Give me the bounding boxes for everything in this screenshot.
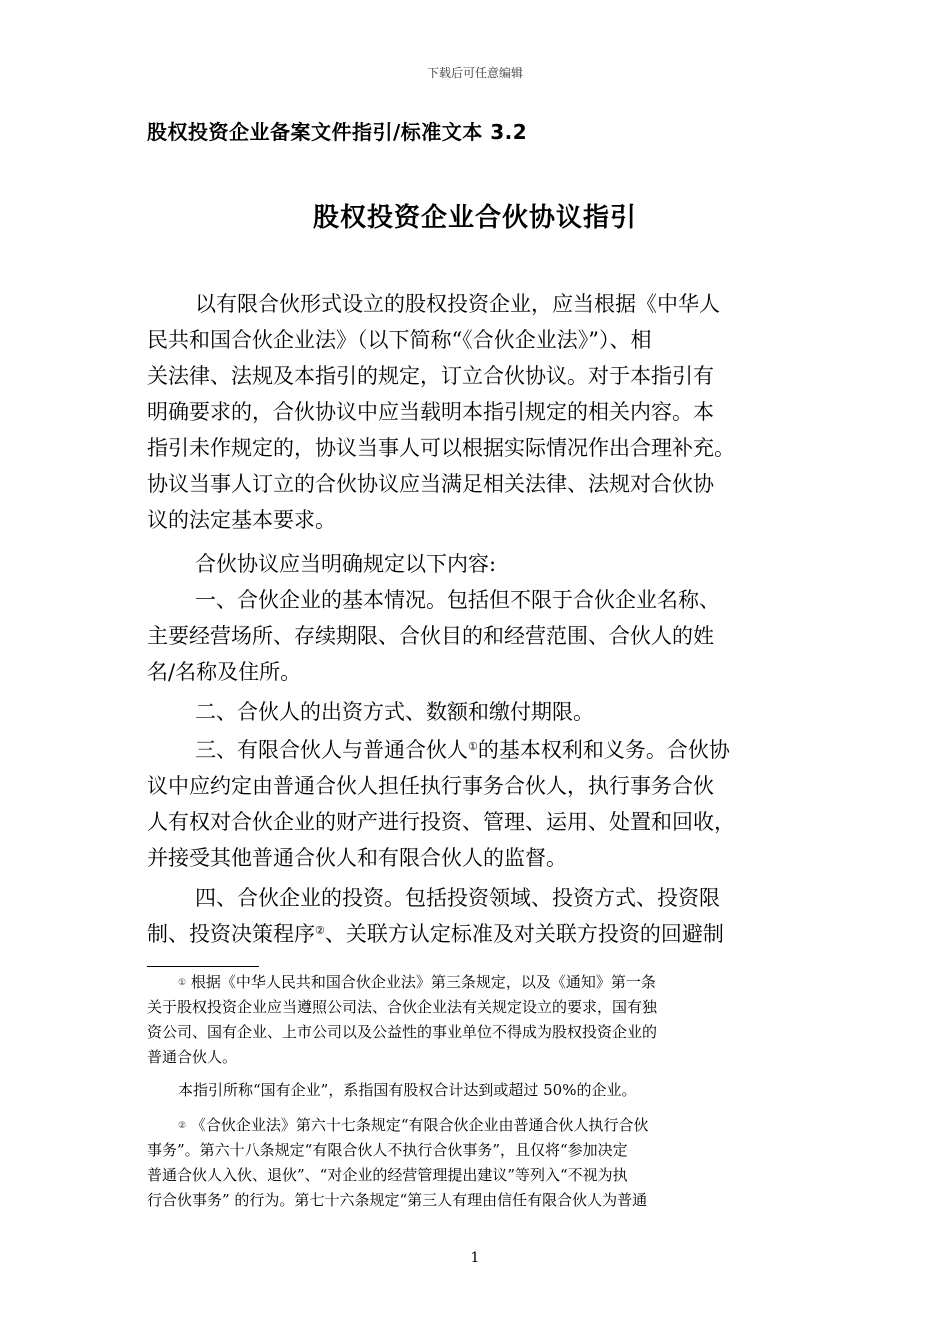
footnote-mark-1: ① <box>178 978 187 988</box>
footnote-separator <box>147 966 259 967</box>
footnote-mark-2: ② <box>178 1121 187 1131</box>
footnote-line <box>178 970 656 994</box>
document-title: 股权投资企业合伙协议指引 <box>312 203 637 233</box>
paragraph-line: 四、合伙企业的投资。包括投资领域、投资方式、投资限 <box>195 886 720 910</box>
footnote-line: 行合伙事务” 的行为。第七十六条规定“第三人有理由信任有限合伙人为普通 <box>147 1191 648 1209</box>
line-text: 、关联方认定标准及对关联方投资的回避制 <box>324 922 724 946</box>
paragraph-line: 并接受其他普通合伙人和有限合伙人的监督。 <box>147 846 567 870</box>
footnote-line: 本指引所称“国有企业”，系指国有股权合计达到或超过 50%的企业。 <box>178 1081 637 1099</box>
footnote-text: 《合伙企业法》第六十七条规定“有限合伙企业由普通合伙人执行合伙 <box>190 1116 649 1134</box>
paragraph-line: 名/名称及住所。 <box>147 660 302 684</box>
footnote-line: 关于股权投资企业应当遵照公司法、合伙企业法有关规定设立的要求，国有独 <box>147 998 658 1016</box>
line-text: 三、有限合伙人与普通合伙人 <box>195 738 468 762</box>
page-header: 下载后可任意编辑 <box>426 66 523 80</box>
footnote-text: 根据《中华人民共和国合伙企业法》第三条规定，以及《通知》第一条 <box>190 973 656 991</box>
footnote-line: 普通合伙人。 <box>147 1048 238 1066</box>
paragraph-line: 二、合伙人的出资方式、数额和缴付期限。 <box>195 700 594 724</box>
footnote-ref-2[interactable]: ② <box>315 924 325 937</box>
footnote-ref-1[interactable]: ① <box>468 740 478 753</box>
guide-title: 股权投资企业备案文件指引/标准文本 3.2 <box>147 120 528 144</box>
paragraph-line: 协议当事人订立的合伙协议应当满足相关法律、法规对合伙协 <box>147 472 714 496</box>
paragraph-line: 一、合伙企业的基本情况。包括但不限于合伙企业名称、 <box>195 588 720 612</box>
paragraph-line: 指引未作规定的，协议当事人可以根据实际情况作出合理补充。 <box>147 436 735 460</box>
paragraph-line: 以有限合伙形式设立的股权投资企业，应当根据《中华人 <box>195 292 720 316</box>
line-text: 制、投资决策程序 <box>147 922 315 946</box>
paragraph-line: 民共和国合伙企业法》（以下简称“《合伙企业法》”）、相 <box>147 328 652 352</box>
paragraph-line: 议中应约定由普通合伙人担任执行事务合伙人，执行事务合伙 <box>147 774 714 798</box>
paragraph-line: 明确要求的，合伙协议中应当载明本指引规定的相关内容。本 <box>147 400 714 424</box>
line-text: 的基本权利和义务。合伙协 <box>477 738 730 762</box>
paragraph-line: 关法律、法规及本指引的规定，订立合伙协议。对于本指引有 <box>147 364 714 388</box>
paragraph-line <box>195 733 730 767</box>
paragraph-line: 主要经营场所、存续期限、合伙目的和经营范围、合伙人的姓 <box>147 624 714 648</box>
page-number: 1 <box>470 1250 480 1266</box>
footnote-line: 资公司、国有企业、上市公司以及公益性的事业单位不得成为股权投资企业的 <box>147 1023 658 1041</box>
paragraph-line: 人有权对合伙企业的财产进行投资、管理、运用、处置和回收， <box>147 810 735 834</box>
paragraph-line: 合伙协议应当明确规定以下内容: <box>195 552 497 576</box>
paragraph-line: 议的法定基本要求。 <box>147 508 336 532</box>
footnote-line: 事务”。第六十八条规定“有限合伙人不执行合伙事务”，且仅将“参加决定 <box>147 1141 628 1159</box>
footnote-line: 普通合伙人入伙、退伙”、“对企业的经营管理提出建议”等列入“不视为执 <box>147 1166 628 1184</box>
paragraph-line <box>147 917 724 951</box>
footnote-line <box>178 1113 649 1137</box>
